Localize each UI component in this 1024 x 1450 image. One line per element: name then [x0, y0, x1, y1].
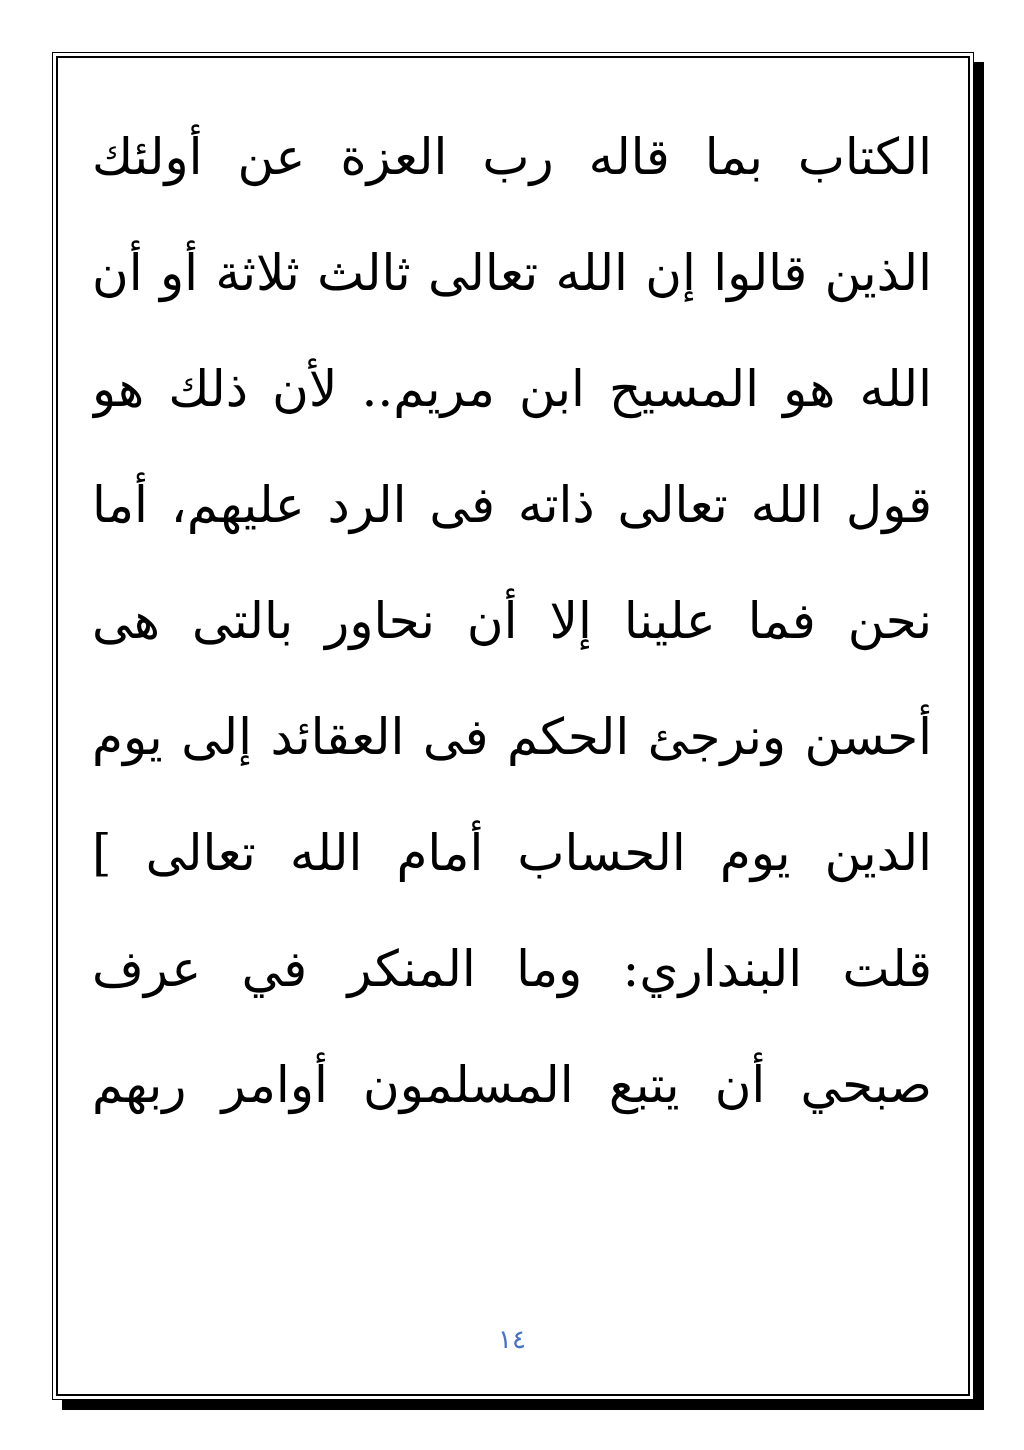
text-line-9: صبحي أن يتبع المسلمون أوامر ربهم	[92, 1056, 932, 1114]
text-line-7: الدين يوم الحساب أمام الله تعالى ]	[92, 824, 932, 882]
text-line-4: قول الله تعالى ذاته فى الرد عليهم، أما	[92, 476, 932, 534]
text-line-5: نحن فما علينا إلا أن نحاور بالتى هى	[92, 592, 932, 650]
page-body-text	[92, 100, 932, 1310]
text-line-6: أحسن ونرجئ الحكم فى العقائد إلى يوم	[92, 708, 932, 766]
text-line-8: قلت البنداري: وما المنكر في عرف	[92, 940, 932, 998]
text-line-3: الله هو المسيح ابن مريم.. لأن ذلك هو	[92, 360, 932, 418]
page-number: ١٤	[498, 1325, 526, 1355]
text-line-2: الذين قالوا إن الله تعالى ثالث ثلاثة أو أن	[92, 244, 932, 302]
text-line-1: الكتاب بما قاله رب العزة عن أولئك	[92, 128, 932, 186]
